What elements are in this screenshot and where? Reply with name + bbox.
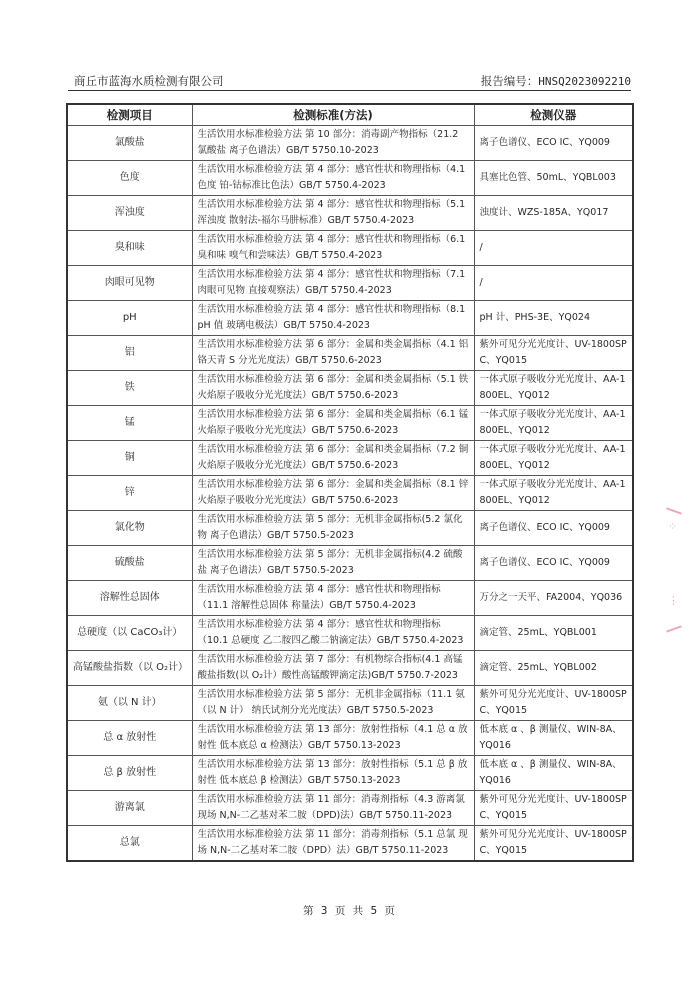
column-header-standard: 检测标准(方法) [192, 104, 474, 126]
cell-item: 浑浊度 [67, 196, 192, 231]
report-number-label: 报告编号： [480, 74, 539, 88]
table-row [67, 231, 633, 266]
cell-standard: 生活饮用水标准检验方法 第 11 部分：消毒剂指标（4.3 游离氯 现场 N,N-二乙基对苯二胺（DPD)法）GB/T 5750.11-2023 [192, 791, 474, 826]
table-row [67, 161, 633, 196]
table-row [67, 686, 633, 721]
table-row [67, 791, 633, 826]
cell-item: 铝 [67, 336, 192, 371]
cell-standard: 生活饮用水标准检验方法 第 6 部分：金属和类金属指标（4.1 铝 铬天青 S 分光光度法）GB/T 5750.6-2023 [192, 336, 474, 371]
table-row [67, 546, 633, 581]
cell-standard: 生活饮用水标准检验方法 第 11 部分：消毒剂指标（5.1 总氯 现场 N,N-二乙基对苯二胺（DPD）法）GB/T 5750.11-2023 [192, 826, 474, 862]
stamp-stroke [666, 625, 682, 632]
table-body [67, 126, 633, 862]
cell-standard: 生活饮用水标准检验方法 第 4 部分：感官性状和物理指标（5.1 浑浊度 散射法-福尔马肼标准）GB/T 5750.4-2023 [192, 196, 474, 231]
stamp-fragment: ⁘ [668, 520, 678, 533]
table-row [67, 441, 633, 476]
cell-item: 总硬度（以 CaCO₃计） [67, 616, 192, 651]
table-row [67, 371, 633, 406]
table-row [67, 581, 633, 616]
cell-item: 总 β 放射性 [67, 756, 192, 791]
cell-standard: 生活饮用水标准检验方法 第 6 部分：金属和类金属指标（6.1 锰 火焰原子吸收分光光度法）GB/T 5750.6-2023 [192, 406, 474, 441]
cell-item: 锌 [67, 476, 192, 511]
cell-instrument: 具塞比色管、50mL、YQBL003 [474, 161, 633, 196]
column-header-instrument: 检测仪器 [474, 104, 633, 126]
cell-item: 色度 [67, 161, 192, 196]
cell-item: 氨（以 N 计） [67, 686, 192, 721]
cell-instrument: 紫外可见分光光度计、UV-1800SPC、YQ015 [474, 791, 633, 826]
stamp-fragment: ⋮ [668, 594, 679, 607]
table-row [67, 266, 633, 301]
cell-instrument: 离子色谱仪、ECO IC、YQ009 [474, 126, 633, 161]
cell-standard: 生活饮用水标准检验方法 第 5 部分：无机非金属指标(4.2 硫酸盐 离子色谱法）GB/T 5750.5-2023 [192, 546, 474, 581]
cell-instrument: 紫外可见分光光度计、UV-1800SPC、YQ015 [474, 826, 633, 862]
cell-item: 肉眼可见物 [67, 266, 192, 301]
cell-instrument: / [474, 266, 633, 301]
cell-instrument: 万分之一天平、FA2004、YQ036 [474, 581, 633, 616]
cell-item: 溶解性总固体 [67, 581, 192, 616]
cell-standard: 生活饮用水标准检验方法 第 4 部分：感官性状和物理指标（10.1 总硬度 乙二胺四乙酸二钠滴定法）GB/T 5750.4-2023 [192, 616, 474, 651]
cell-standard: 生活饮用水标准检验方法 第 4 部分：感官性状和物理指标（8.1 pH 值 玻璃电极法）GB/T 5750.4-2023 [192, 301, 474, 336]
cell-instrument: pH 计、PHS-3E、YQ024 [474, 301, 633, 336]
table-row [67, 126, 633, 161]
cell-item: 锰 [67, 406, 192, 441]
cell-standard: 生活饮用水标准检验方法 第 4 部分：感官性状和物理指标（7.1 肉眼可见物 直接观察法）GB/T 5750.4-2023 [192, 266, 474, 301]
table-row [67, 616, 633, 651]
cell-item: 铁 [67, 371, 192, 406]
table-header-row [67, 104, 633, 126]
cell-standard: 生活饮用水标准检验方法 第 4 部分：感官性状和物理指标（11.1 溶解性总固体 称量法）GB/T 5750.4-2023 [192, 581, 474, 616]
cell-standard: 生活饮用水标准检验方法 第 6 部分：金属和类金属指标（7.2 铜 火焰原子吸收分光光度法）GB/T 5750.6-2023 [192, 441, 474, 476]
cell-standard: 生活饮用水标准检验方法 第 7 部分：有机物综合指标(4.1 高锰酸盐指数(以 O₂计）酸性高锰酸钾滴定法)GB/T 5750.7-2023 [192, 651, 474, 686]
page-header [68, 66, 631, 91]
cell-instrument: 离子色谱仪、ECO IC、YQ009 [474, 511, 633, 546]
cell-instrument: 一体式原子吸收分光光度计、AA-1800EL、YQ012 [474, 406, 633, 441]
cell-item: 游离氯 [67, 791, 192, 826]
table-row [67, 301, 633, 336]
cell-instrument: / [474, 231, 633, 266]
cell-instrument: 一体式原子吸收分光光度计、AA-1800EL、YQ012 [474, 441, 633, 476]
table-row [67, 476, 633, 511]
cell-standard: 生活饮用水标准检验方法 第 13 部分：放射性指标（4.1 总 α 放射性 低本底总 α 检测法）GB/T 5750.13-2023 [192, 721, 474, 756]
cell-instrument: 一体式原子吸收分光光度计、AA-1800EL、YQ012 [474, 371, 633, 406]
table-row [67, 756, 633, 791]
table-row [67, 826, 633, 862]
cell-instrument: 浊度计、WZS-185A、YQ017 [474, 196, 633, 231]
cell-standard: 生活饮用水标准检验方法 第 6 部分：金属和类金属指标（8.1 锌 火焰原子吸收分光光度法）GB/T 5750.6-2023 [192, 476, 474, 511]
cell-item: 高锰酸盐指数（以 O₂计） [67, 651, 192, 686]
red-stamp-edge-mark [664, 510, 686, 630]
cell-instrument: 紫外可见分光光度计、UV-1800SPC、YQ015 [474, 336, 633, 371]
cell-instrument: 滴定管、25mL、YQBL002 [474, 651, 633, 686]
cell-standard: 生活饮用水标准检验方法 第 13 部分：放射性指标（5.1 总 β 放射性 低本底总 β 检测法）GB/T 5750.13-2023 [192, 756, 474, 791]
cell-instrument: 离子色谱仪、ECO IC、YQ009 [474, 546, 633, 581]
cell-item: 总氯 [67, 826, 192, 862]
cell-item: 氯化物 [67, 511, 192, 546]
cell-standard: 生活饮用水标准检验方法 第 4 部分：感官性状和物理指标（6.1 臭和味 嗅气和尝味法）GB/T 5750.4-2023 [192, 231, 474, 266]
table-row [67, 651, 633, 686]
cell-standard: 生活饮用水标准检验方法 第 4 部分：感官性状和物理指标（4.1 色度 铂-钴标准比色法）GB/T 5750.4-2023 [192, 161, 474, 196]
cell-standard: 生活饮用水标准检验方法 第 5 部分：无机非金属指标(5.2 氯化物 离子色谱法）GB/T 5750.5-2023 [192, 511, 474, 546]
cell-standard: 生活饮用水标准检验方法 第 10 部分：消毒副产物指标（21.2 氯酸盐 离子色谱法）GB/T 5750.10-2023 [192, 126, 474, 161]
table-row [67, 406, 633, 441]
cell-instrument: 一体式原子吸收分光光度计、AA-1800EL、YQ012 [474, 476, 633, 511]
report-number [481, 73, 631, 89]
test-methods-table [66, 103, 634, 862]
cell-item: 硫酸盐 [67, 546, 192, 581]
stamp-stroke [666, 507, 682, 514]
cell-item: 铜 [67, 441, 192, 476]
table-row [67, 721, 633, 756]
cell-standard: 生活饮用水标准检验方法 第 5 部分：无机非金属指标（11.1 氨（以 N 计） 纳氏试剂分光光度法）GB/T 5750.5-2023 [192, 686, 474, 721]
table-row [67, 511, 633, 546]
cell-item: pH [67, 301, 192, 336]
company-name: 商丘市蓝海水质检测有限公司 [74, 74, 224, 88]
cell-instrument: 滴定管、25mL、YQBL001 [474, 616, 633, 651]
cell-instrument: 低本底 α 、β 测量仪、WIN-8A、YQ016 [474, 721, 633, 756]
cell-instrument: 紫外可见分光光度计、UV-1800SPC、YQ015 [474, 686, 633, 721]
cell-item: 总 α 放射性 [67, 721, 192, 756]
cell-instrument: 低本底 α 、β 测量仪、WIN-8A、YQ016 [474, 756, 633, 791]
table-row [67, 336, 633, 371]
page-number: 第 3 页 共 5 页 [302, 905, 398, 917]
cell-standard: 生活饮用水标准检验方法 第 6 部分：金属和类金属指标（5.1 铁 火焰原子吸收分光光度法）GB/T 5750.6-2023 [192, 371, 474, 406]
report-number-value: HNSQ2023092210 [538, 75, 631, 88]
cell-item: 氯酸盐 [67, 126, 192, 161]
table-row [67, 196, 633, 231]
column-header-item: 检测项目 [67, 104, 192, 126]
cell-item: 臭和味 [67, 231, 192, 266]
